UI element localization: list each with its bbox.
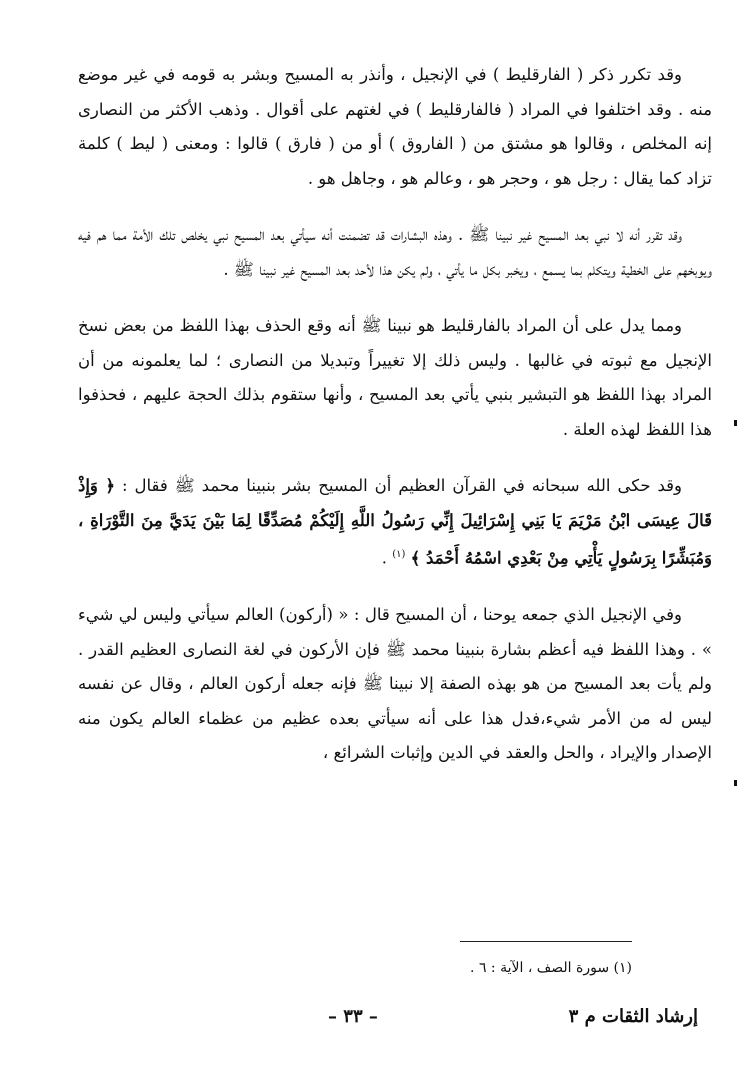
scan-mark bbox=[734, 780, 737, 786]
scan-mark bbox=[734, 420, 737, 426]
footnote-divider bbox=[460, 941, 632, 942]
page-body bbox=[78, 58, 712, 793]
paragraph-3: ومما يدل على أن المراد بالفارقليط هو نبينا ﷺ أنه وقع الحذف بهذا اللفظ من بعض نسخ الإنجيل مع ثبوته في غالبها . وليس ذلك إلا تغييراً وتبديلا من النصارى ؛ لما يعلمونه من أن المراد بهذا اللفظ هو التبشير بنبي يأتي بعد المسيح ، وأنها ستقوم بذلك الحجة عليهم ، فحذفوا هذا اللفظ لهذه العلة . bbox=[78, 316, 712, 439]
footnote: (١) سورة الصف ، الآية : ٦ . bbox=[470, 960, 632, 976]
page-number: – ٣٣ – bbox=[328, 1006, 378, 1027]
book-title: إرشاد الثقات م ٣ bbox=[568, 1006, 698, 1027]
footnote-ref: (١) bbox=[392, 549, 406, 560]
quran-end: . bbox=[381, 548, 387, 568]
paragraph-last: وفي الإنجيل الذي جمعه يوحنا ، أن المسيح قال : « (أركون) العالم سيأتي وليس لي شيء » . وهذا اللفظ فيه أعظم بشارة بنبينا محمد ﷺ فإن الأركون في لغة النصارى العظيم القدر . ولم يأت بعد المسيح من هو بهذه الصفة إلا نبينا ﷺ فإنه جعله أركون العالم ، وقال عن نفسه ليس له من الأمر شيء،فدل هذا على أنه سيأتي بعده عظيم من عظماء العالم يكون منه الإصدار والإيراد ، والحل والعقد في الدين وإثبات الشرائع ، bbox=[78, 605, 712, 762]
paragraph-2: وقد تقرر أنه لا نبي بعد المسيح غير نبينا ﷺ . وهذه البشارات قد تضمنت أنه سيأتي بعد المسيح نبي يخلص تلك الأمة مما هم فيه ويوبخهم على الخطية ويتكلم بما يسمع ، ويخبر بكل ما يأتي ، ولم يكن هذا لأحد بعد المسيح غير نبينا ﷺ . bbox=[78, 225, 712, 279]
quran-intro: وقد حكى الله سبحانه في القرآن العظيم أن المسيح بشر بنبينا محمد ﷺ فقال : bbox=[122, 476, 683, 495]
page-footer bbox=[78, 1006, 698, 1036]
quran-verse: ﴿ وَإِذْ قَالَ عِيسَى ابْنُ مَرْيَمَ يَا بَنِي إِسْرَائِيلَ إِنِّي رَسُولُ اللَّهِ إِلَيْكُمْ مُصَدِّقًا لِمَا بَيْنَ يَدَيَّ مِنَ التَّوْرَاةِ ، وَمُبَشِّرًا بِرَسُولٍ يَأْتِي مِنْ بَعْدِي اسْمُهُ أَحْمَدُ ﴾ bbox=[78, 476, 712, 568]
paragraph-quran bbox=[78, 469, 712, 576]
paragraph-1: وقد تكرر ذكر ( الفارقليط ) في الإنجيل ، وأنذر به المسيح وبشر به قومه في غير موضع منه . وقد اختلفوا في المراد ( فالفارقليط ) في لغتهم على أقوال . وذهب الأكثر من النصارى إنه المخلص ، وقالوا هو مشتق من ( الفاروق ) أو من ( فارق ) قالوا : ومعنى ( ليط ) كلمة تزاد كما يقال : رجل هو ، وحجر هو ، وعالم هو ، وجاهل هو . bbox=[78, 65, 712, 188]
